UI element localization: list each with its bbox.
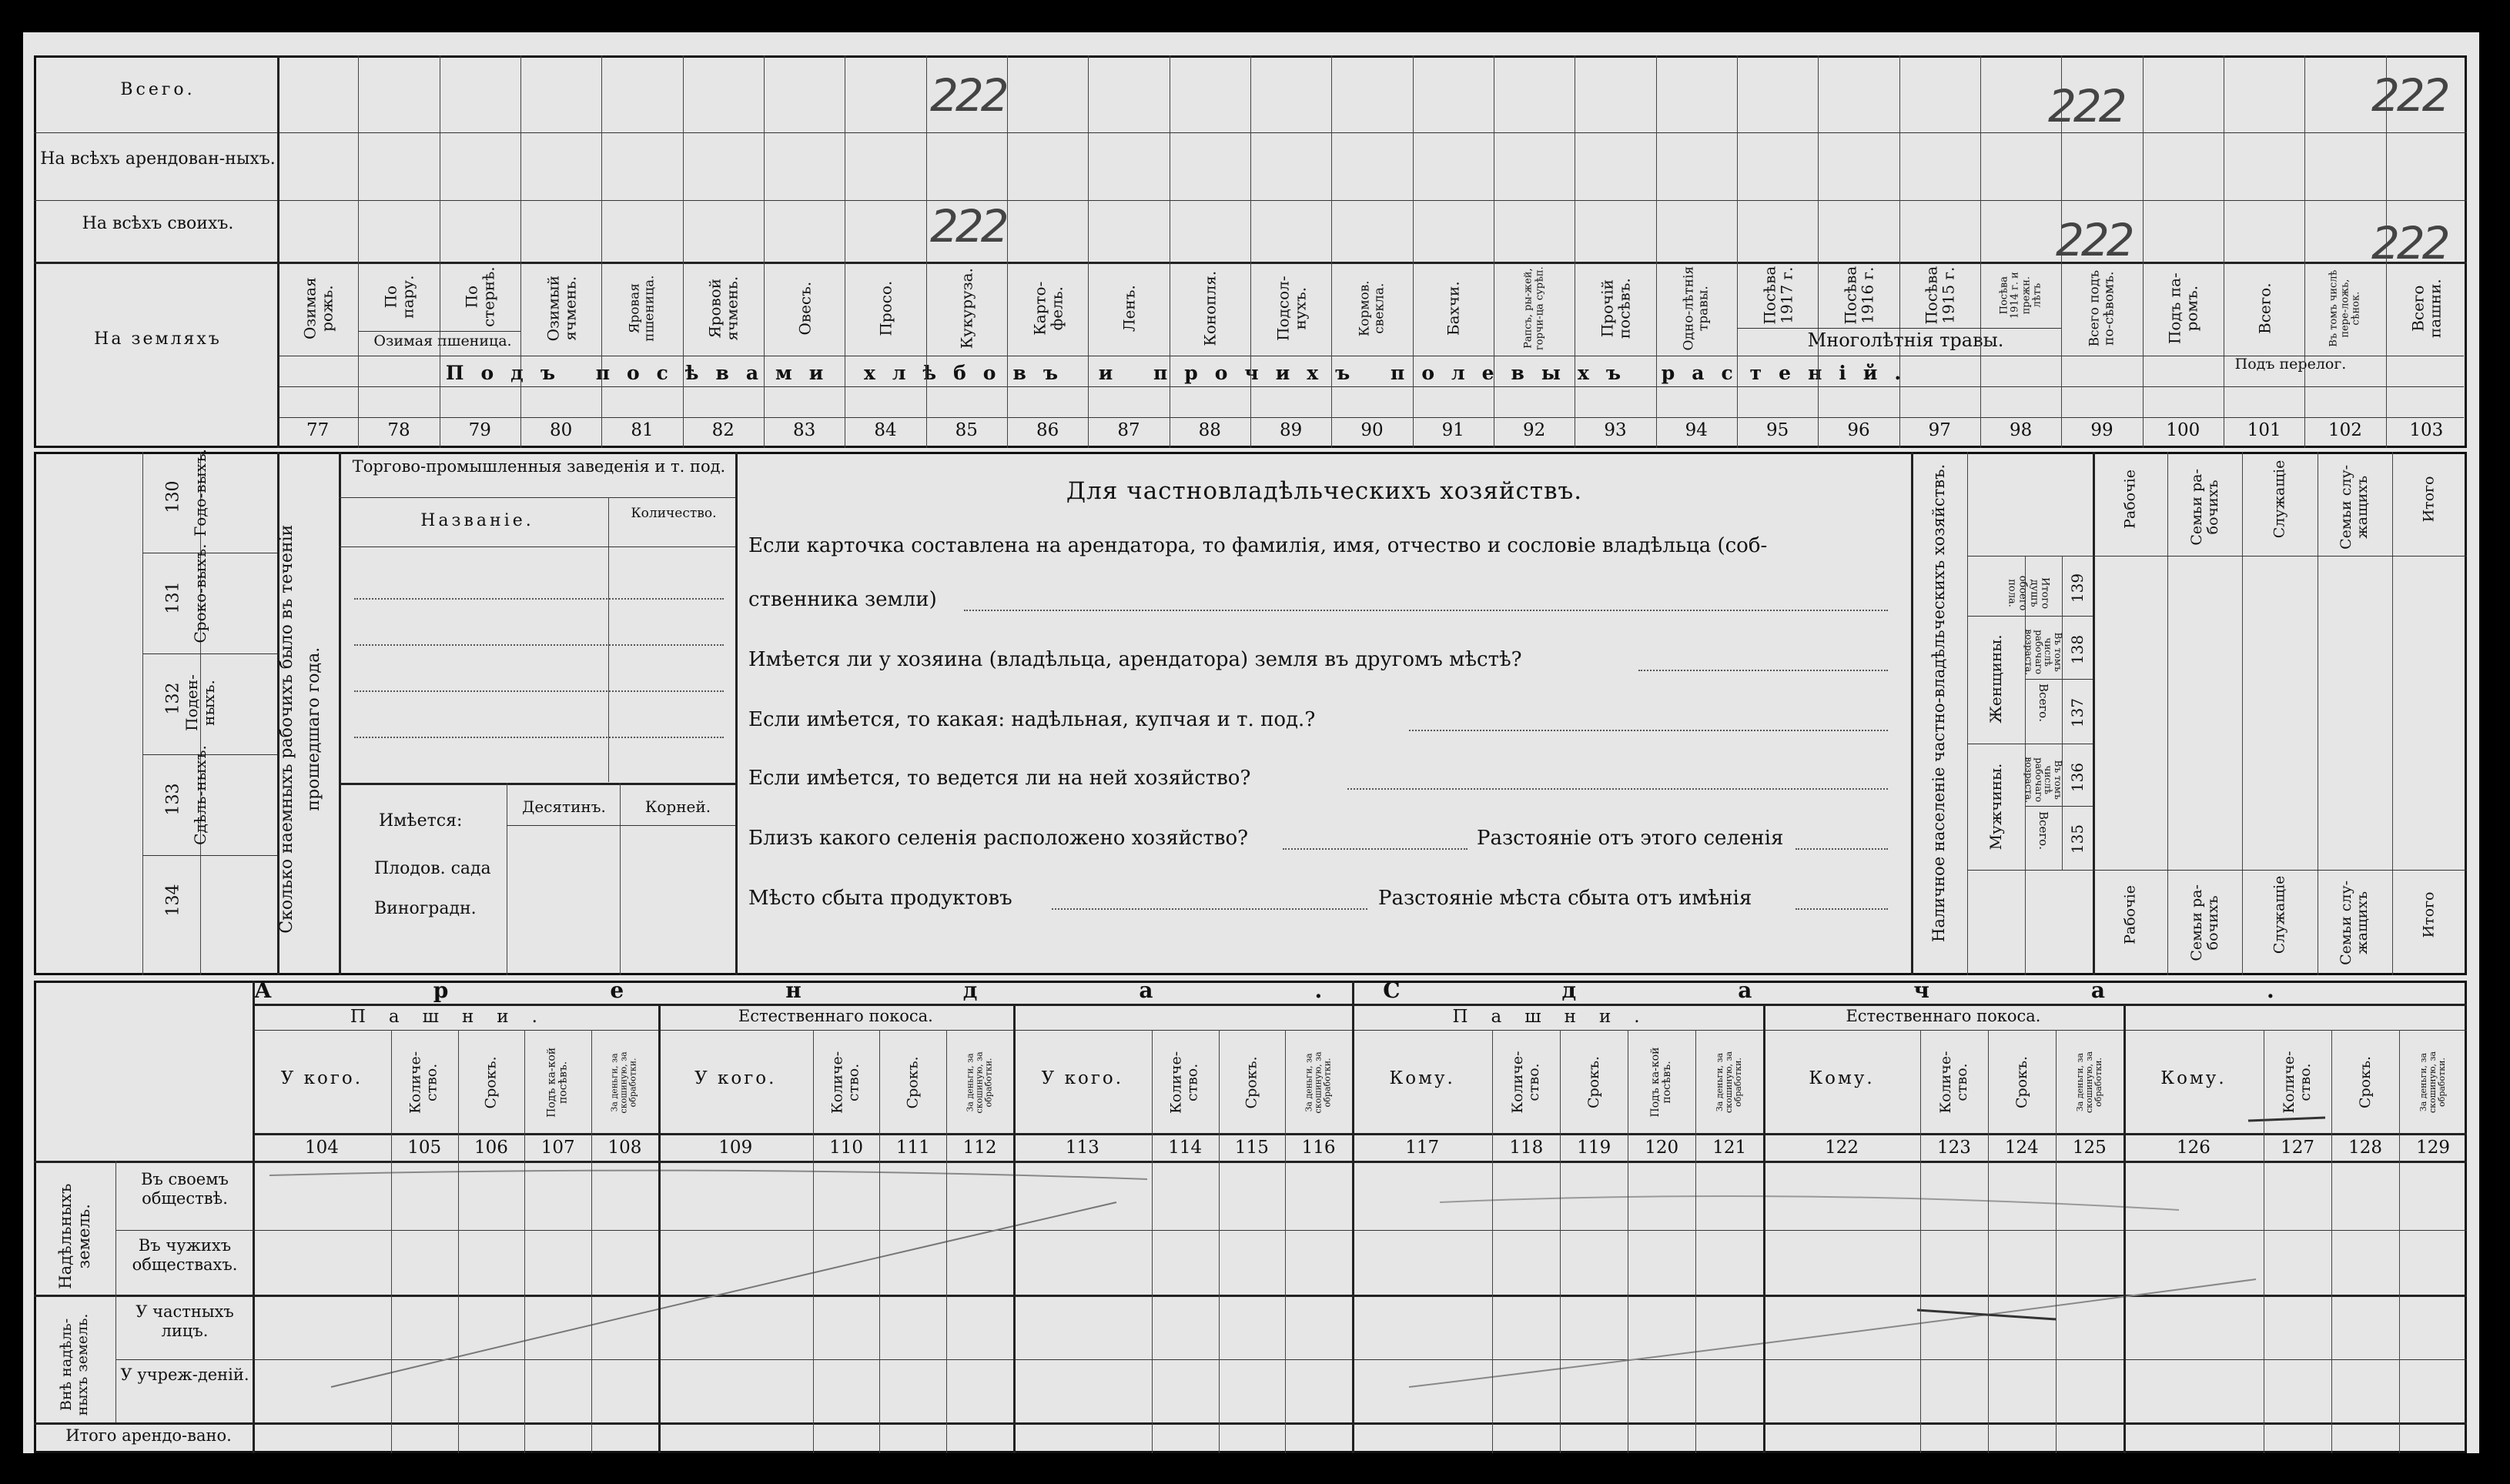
column-header-91: Бахчи.: [1444, 281, 1463, 336]
col-line: [1920, 1030, 1921, 1453]
lease-col-qty: Количе-ство.: [407, 1051, 441, 1114]
col-line: [1980, 55, 1981, 448]
staff-col-bottom-4: Итого: [2420, 891, 2438, 938]
column-header-93: Прочiй посѣвъ.: [1597, 278, 1633, 339]
question-6-distance: Разстоянiе мѣста сбыта отъ имѣнiя: [1378, 887, 1752, 910]
group-fallow: Подъ перелог.: [2234, 356, 2347, 373]
col-line: [2061, 55, 2062, 448]
lease-col-pay: За деньги, за скошиную, за обработки.: [1715, 1051, 1744, 1114]
lease-in-title: Аренда.: [254, 978, 1484, 1003]
column-number: 106: [474, 1138, 508, 1158]
lease-col-qty: Количе-ство.: [829, 1051, 863, 1114]
staff-col-top-2: Служащiе: [2271, 460, 2288, 539]
worker-col-num: 131: [163, 581, 183, 613]
col-line: [591, 1030, 592, 1453]
worker-col-num: 134: [163, 884, 183, 916]
census-form-sheet: [23, 32, 2479, 1453]
column-number: 77: [306, 420, 330, 440]
column-header-77: Озимая рожь.: [300, 277, 336, 340]
col-line: [277, 55, 279, 448]
column-number: 124: [2004, 1138, 2039, 1158]
column-header-99: Всего подъ по-сѣвомъ.: [2087, 270, 2117, 347]
col-line: [813, 1030, 814, 1453]
worker-col-label: Сдѣль-ныхъ.: [191, 744, 209, 845]
column-header-88: Конопля.: [1200, 271, 1220, 346]
staff-col-top-1: Семьи ра-бочихъ: [2187, 469, 2221, 546]
column-number: 129: [2416, 1138, 2450, 1158]
column-number: 99: [2090, 420, 2113, 440]
column-header-83: Овесъ.: [795, 282, 814, 336]
staff-col-top-0: Рабочiе: [2121, 470, 2139, 529]
col-line: [2056, 1030, 2057, 1453]
column-number: 83: [793, 420, 816, 440]
non-allotment-lands-label: Внѣ надѣль-ныхъ земель.: [58, 1313, 91, 1416]
handwritten-value: 222: [2371, 217, 2448, 269]
total-both-sexes: Итого душъ обоего пола.: [2006, 575, 2051, 611]
col-line: [926, 55, 927, 448]
question-1: Если карточка составлена на арендатора, то фамилiя, имя, отчество и сословiе владѣльца (соб-: [748, 534, 1768, 557]
column-number: 115: [1234, 1138, 1269, 1158]
handwritten-value: 222: [930, 69, 1006, 122]
column-number: 80: [550, 420, 573, 440]
trade-title: Торгово-промышленныя заведенiя и т. под.: [352, 457, 726, 476]
column-number: 104: [304, 1138, 339, 1158]
row-private-persons: У частныхъ лицъ.: [136, 1302, 234, 1341]
column-header-84: Просо.: [875, 281, 895, 336]
col-line: [1007, 55, 1008, 448]
column-number: 92: [1523, 420, 1546, 440]
column-header-89: Подсол-нухъ.: [1273, 276, 1309, 342]
trade-name-header: Названiе.: [420, 511, 534, 530]
col-line: [764, 55, 765, 448]
column-number: 105: [407, 1138, 442, 1158]
col-line: [601, 55, 602, 448]
worker-col-num: 133: [163, 783, 183, 815]
lease-col-term: Срокъ.: [482, 1055, 500, 1109]
lease-col-qty: Количе-ство.: [1937, 1051, 1970, 1114]
column-number: 116: [1301, 1138, 1336, 1158]
col-line: [1656, 55, 1657, 448]
column-header-87: Ленъ.: [1119, 285, 1138, 333]
korney-header: Корней.: [644, 797, 711, 816]
col-num: 137: [2068, 697, 2087, 728]
col-num: 139: [2068, 573, 2087, 603]
col-num: 135: [2068, 824, 2087, 854]
men-label: Мужчины.: [1986, 763, 2005, 851]
worker-col-label: Годо-выхъ.: [191, 448, 209, 536]
staff-col-top-3: Семьи слу-жащихъ: [2338, 464, 2371, 550]
column-header-102: Въ томъ числѣ пере-ложь, сѣнок.: [2328, 269, 2362, 348]
column-number: 113: [1065, 1138, 1099, 1158]
orchard-label: Плодов. сада: [374, 859, 491, 878]
col-line: [458, 1030, 459, 1453]
column-header-101: Всего.: [2254, 282, 2274, 335]
hired-workers-title: Сколько наемныхъ рабочихъ было въ теченiи прошедшаго года.: [276, 524, 323, 934]
column-number: 97: [1928, 420, 1951, 440]
worker-col-num: 130: [163, 480, 183, 513]
lease-col-term: Срокъ.: [1585, 1055, 1602, 1109]
column-header-97: Посѣва 1915 г.: [1922, 266, 1958, 325]
banner-under-crops: Подъ посѣвами хлѣбовъ и прочихъ полевыхъ растенiй.: [445, 362, 1919, 384]
population-title: Наличное населенiе частно-владѣльческихъ хозяйствъ.: [1929, 463, 1948, 942]
staff-col-top-4: Итого: [2420, 476, 2438, 523]
column-number: 121: [1712, 1138, 1747, 1158]
staff-col-bottom-3: Семьи слу-жащихъ: [2338, 880, 2371, 965]
column-number: 114: [1168, 1138, 1203, 1158]
has-label: Имѣется:: [379, 811, 463, 831]
row-label-on-lands: На земляхъ: [94, 329, 222, 349]
column-header-79: По стернѣ.: [462, 266, 498, 328]
allotment-lands-label: Надѣльныхъ земель.: [55, 1183, 93, 1289]
col-line: [2392, 452, 2393, 975]
group-arable: Пашни.: [1452, 1007, 1663, 1027]
col-line: [358, 55, 359, 448]
lease-col-qty: Количе-ство.: [2281, 1051, 2314, 1114]
group-winter-wheat: Озимая пшеница.: [373, 333, 512, 349]
row-other-communities: Въ чужихъ обществахъ.: [132, 1236, 238, 1275]
group-arable: Пашни.: [350, 1007, 561, 1027]
column-number: 107: [540, 1138, 575, 1158]
question-5-distance: Разстоянiе отъ этого селенiя: [1477, 827, 1784, 850]
row-label-total: Всего.: [120, 80, 196, 99]
col-line: [879, 1030, 880, 1453]
column-header-80: Озимый ячмень.: [543, 276, 579, 342]
lease-col-pay: За деньги, за скошиную, за обработки.: [2074, 1051, 2103, 1114]
lease-col-crop: Подъ ка-кой посѣвъ.: [1648, 1047, 1674, 1118]
col-line: [520, 55, 521, 448]
col-line: [2399, 1030, 2400, 1453]
group-line: [358, 331, 520, 332]
column-number: 82: [711, 420, 735, 440]
column-number: 126: [2177, 1138, 2210, 1158]
col-line: [1695, 1030, 1696, 1453]
col-line: [1413, 55, 1414, 448]
col-line: [1088, 55, 1089, 448]
lease-col-term: Срокъ.: [904, 1055, 922, 1109]
col-line: [946, 1030, 947, 1453]
group-meadow: Естественнаго покоса.: [738, 1007, 933, 1025]
handwritten-value: 222: [2048, 80, 2124, 132]
col-line: [1899, 55, 1900, 448]
col-line: [1492, 1030, 1493, 1453]
worker-col-label: Сроко-выхъ.: [191, 543, 209, 643]
column-number: 117: [1405, 1138, 1440, 1158]
handwritten-value: 222: [2371, 69, 2448, 122]
question-6: Мѣсто сбыта продуктовъ: [748, 887, 1012, 910]
column-number: 93: [1604, 420, 1627, 440]
col-line: [683, 55, 684, 448]
question-3: Если имѣется, то какая: надѣльная, купчая и т. под.?: [748, 708, 1316, 731]
col-line: [1331, 55, 1332, 448]
lease-col-pay: За деньги, за скошиную, за обработки.: [1304, 1051, 1333, 1114]
lease-col-who: У кого.: [694, 1068, 777, 1088]
column-number: 128: [2348, 1138, 2383, 1158]
question-4: Если имѣется, то ведется ли на ней хозяйство?: [748, 767, 1251, 790]
staff-col-bottom-2: Служащiе: [2271, 875, 2288, 954]
row-total-leased: Итого арендо-вано.: [65, 1426, 232, 1445]
worker-col-num: 132: [163, 682, 183, 714]
row-institutions: У учреж-денiй.: [120, 1365, 249, 1384]
column-number: 96: [1847, 420, 1870, 440]
lease-col-pay: За деньги, за скошиную, за обработки.: [965, 1051, 994, 1114]
col-line: [2242, 452, 2243, 975]
col-line: [2386, 55, 2387, 448]
col-line: [1152, 1030, 1153, 1453]
lease-col-who: Кому.: [1809, 1068, 1875, 1088]
handwritten-value: 222: [930, 200, 1006, 252]
col-line: [2331, 1030, 2332, 1453]
lease-col-who: У кого.: [280, 1068, 363, 1088]
column-number: 110: [829, 1138, 864, 1158]
column-header-96: Посѣва 1916 г.: [1840, 266, 1876, 325]
lease-out-title: Сдача.: [1383, 978, 2436, 1003]
column-number: 112: [962, 1138, 997, 1158]
question-2: Имѣется ли у хозяина (владѣльца, арендатора) земля въ другомъ мѣстѣ?: [748, 648, 1522, 671]
column-number: 111: [895, 1138, 930, 1158]
col-num: 136: [2068, 762, 2087, 793]
column-number: 86: [1036, 420, 1059, 440]
handwritten-value: 222: [2056, 214, 2132, 266]
column-number: 78: [387, 420, 410, 440]
row-own-community: Въ своемъ обществѣ.: [141, 1170, 229, 1208]
column-header-95: Посѣва 1917 г.: [1759, 266, 1795, 325]
col-line: [1250, 55, 1251, 448]
column-number: 108: [607, 1138, 642, 1158]
column-number: 127: [2281, 1138, 2315, 1158]
column-number: 85: [955, 420, 978, 440]
column-header-100: Подъ па-ромъ.: [2165, 272, 2201, 345]
lease-col-pay: За деньги, за скошиную, за обработки.: [2418, 1051, 2448, 1114]
desyatin-header: Десятинъ.: [522, 797, 606, 816]
column-number: 109: [718, 1138, 753, 1158]
column-number: 102: [2328, 420, 2362, 440]
column-number: 87: [1117, 420, 1140, 440]
row-label-own: На всѣхъ своихъ.: [82, 214, 234, 233]
column-number: 98: [2010, 420, 2033, 440]
column-number: 89: [1280, 420, 1303, 440]
lease-col-term: Срокъ.: [2013, 1055, 2030, 1109]
men-total: Всего.: [2036, 811, 2050, 850]
column-header-85: Кукуруза.: [957, 268, 976, 349]
lease-col-qty: Количе-ство.: [1168, 1051, 1202, 1114]
group-perennial-grass: Многолѣтнiя травы.: [1807, 329, 2004, 351]
row-label-rented: На всѣхъ арендован-ныхъ.: [40, 149, 276, 169]
question-1-cont: ственника земли): [748, 588, 937, 611]
col-line: [1737, 55, 1738, 448]
worker-col-label: Поден-ныхъ.: [182, 673, 218, 731]
col-line: [1285, 1030, 1286, 1453]
column-number: 88: [1198, 420, 1221, 440]
women-working-age: Въ томъ числѣ рабочаго возраста.: [2023, 629, 2064, 676]
private-farms-title: Для частновладѣльческихъ хозяйствъ.: [1066, 477, 1583, 505]
col-line: [1818, 55, 1819, 448]
column-header-78: По пару.: [380, 275, 417, 319]
row-line: [2093, 870, 2467, 871]
column-header-90: Кормов. свекла.: [1357, 280, 1387, 337]
question-5: Близъ какого селенiя расположено хозяйство?: [748, 827, 1249, 850]
lease-col-pay: За деньги, за скошиную, за обработки.: [610, 1051, 639, 1114]
column-number: 101: [2247, 420, 2281, 440]
column-number: 90: [1360, 420, 1384, 440]
lease-col-qty: Количе-ство.: [1509, 1051, 1543, 1114]
column-number: 95: [1766, 420, 1789, 440]
lease-col-crop: Подъ ка-кой посѣвъ.: [545, 1047, 570, 1118]
column-number: 103: [2409, 420, 2444, 440]
column-number: 81: [631, 420, 654, 440]
group-line: [1737, 328, 2061, 329]
column-header-103: Всего пашни.: [2408, 279, 2445, 339]
column-header-94: Одно-лѣтнiя травы.: [1681, 266, 1712, 351]
trade-qty-header: Количество.: [631, 506, 717, 521]
vineyard-label: Виноградн.: [374, 899, 477, 918]
col-line: [1988, 1030, 1989, 1453]
column-number: 94: [1685, 420, 1708, 440]
lease-col-who: У кого.: [1041, 1068, 1124, 1088]
group-meadow: Естественнаго покоса.: [1846, 1007, 2041, 1025]
column-number: 84: [874, 420, 897, 440]
men-working-age: Въ томъ числѣ рабочаго возраста.: [2023, 757, 2064, 804]
col-num: 138: [2068, 634, 2087, 665]
column-number: 118: [1509, 1138, 1544, 1158]
column-number: 100: [2166, 420, 2200, 440]
col-line: [1219, 1030, 1220, 1453]
column-number: 122: [1825, 1138, 1859, 1158]
column-header-81: Яровая пшеница.: [627, 275, 657, 343]
column-number: 120: [1645, 1138, 1679, 1158]
col-line: [2304, 55, 2305, 448]
col-line: [524, 1030, 525, 1453]
column-number: 123: [1936, 1138, 1971, 1158]
lease-col-who: Кому.: [1389, 1068, 1455, 1088]
column-number: 119: [1577, 1138, 1611, 1158]
column-number: 91: [1441, 420, 1464, 440]
column-header-86: Карто-фель.: [1029, 281, 1066, 336]
column-header-92: Рапсъ, ры-жей, горчи-ца сурѣп.: [1522, 266, 1545, 351]
column-header-82: Яровой ячмень.: [705, 276, 741, 341]
women-label: Женщины.: [1986, 634, 2005, 724]
col-line: [2143, 55, 2144, 448]
col-line: [1560, 1030, 1561, 1453]
lease-col-term: Срокъ.: [1243, 1055, 1260, 1109]
col-line: [2167, 452, 2168, 975]
staff-col-bottom-0: Рабочiе: [2121, 885, 2139, 944]
column-header-98: Посѣва 1914 г. и прежн. лѣтъ: [1998, 272, 2043, 319]
lease-col-who: Кому.: [2160, 1068, 2227, 1088]
column-number: 79: [468, 420, 491, 440]
column-number: 125: [2072, 1138, 2107, 1158]
lease-col-term: Срокъ.: [2356, 1055, 2374, 1109]
women-total: Всего.: [2036, 684, 2050, 722]
col-line: [391, 1030, 392, 1453]
staff-col-bottom-1: Семьи ра-бочихъ: [2187, 884, 2221, 961]
